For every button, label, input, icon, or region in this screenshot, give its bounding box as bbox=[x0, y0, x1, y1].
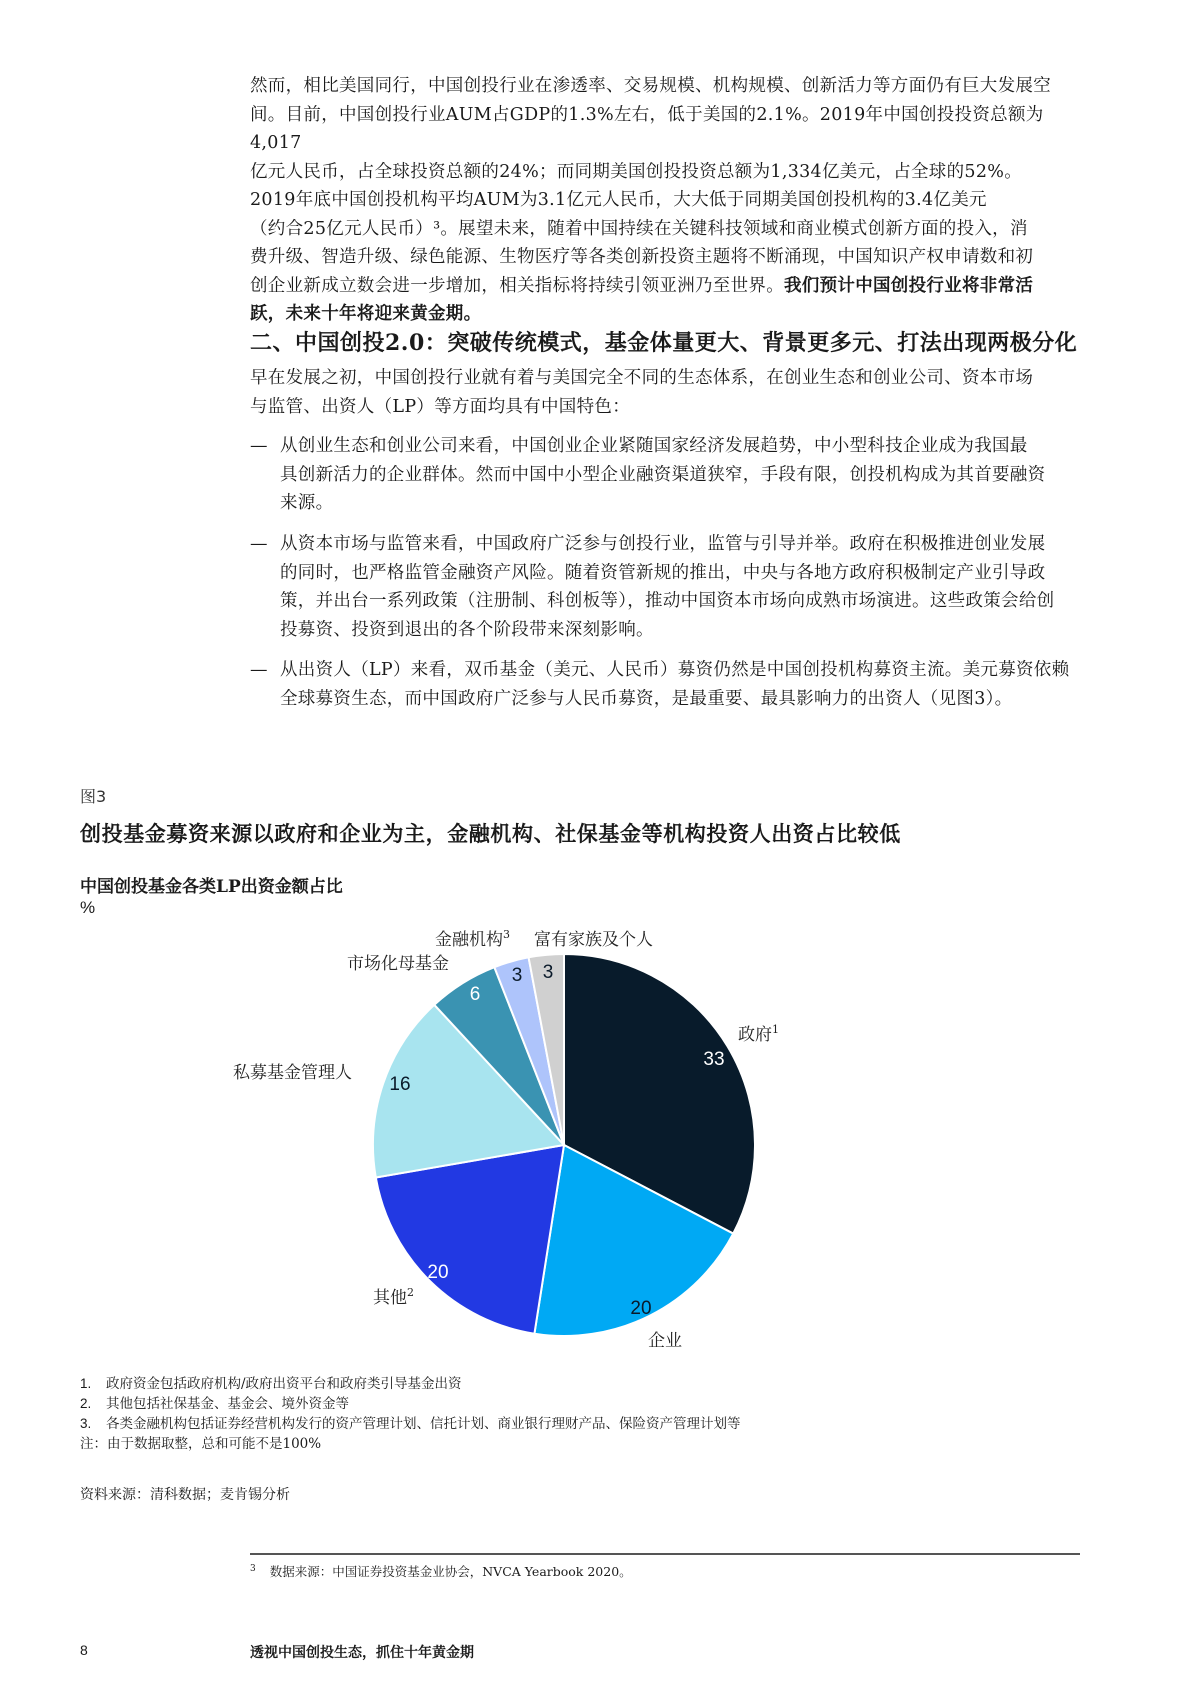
lead-line: 与监管、出资人（LP）等方面均具有中国特色： bbox=[250, 396, 630, 417]
footnote-text: 数据来源：中国证券投资基金业协会，NVCA Yearbook 2020。 bbox=[269, 1564, 632, 1579]
intro-line: 亿元人民币，占全球投资总额的24%；而同期美国创投投资总额为1,334亿美元，占全球的52%。 bbox=[250, 161, 1022, 182]
dash-bullet-icon: — bbox=[250, 436, 268, 456]
dash-bullet-icon: — bbox=[250, 660, 268, 680]
intro-line: 然而，相比美国同行，中国创投行业在渗透率、交易规模、机构规模、创新活力等方面仍有巨大发展空 bbox=[250, 76, 1051, 96]
note-text: 各类金融机构包括证券经营机构发行的资产管理计划、信托计划、商业银行理财产品、保险资产管理计划等 bbox=[106, 1416, 741, 1432]
bullet-item bbox=[250, 656, 1080, 713]
note-item bbox=[80, 1374, 741, 1394]
category-label-family: 富有家族及个人 bbox=[534, 930, 653, 950]
note-text: 其他包括社保基金、基金会、境外资金等 bbox=[106, 1396, 349, 1412]
section-heading: 二、中国创投2.0：突破传统模式，基金体量更大、背景更多元、打法出现两极分化 bbox=[250, 330, 1078, 356]
category-label-pe: 私募基金管理人 bbox=[233, 1063, 352, 1083]
bullet-text bbox=[280, 432, 1080, 518]
bullet-line: 的同时，也严格监管金融资产风险。随着资管新规的推出，中央与各地方政府积极制定产业引导政 bbox=[280, 562, 1046, 583]
intro-line: 2019年底中国创投机构平均AUM为3.1亿元人民币，大大低于同期美国创投机构的3.4亿美元 bbox=[250, 190, 987, 210]
category-label-fof: 市场化母基金 bbox=[347, 954, 449, 974]
value-label-fin: 3 bbox=[511, 965, 523, 986]
bullet-item bbox=[250, 432, 1080, 518]
bullet-text bbox=[280, 530, 1080, 644]
lead-line: 早在发展之初，中国创投行业就有着与美国完全不同的生态体系，在创业生态和创业公司、资本市场 bbox=[250, 368, 1034, 388]
value-label-gov: 33 bbox=[703, 1049, 725, 1070]
value-label-corp: 20 bbox=[630, 1298, 652, 1319]
bullet-line: 策，并出台一系列政策（注册制、科创板等），推动中国资本市场向成熟市场演进。这些政策会给创 bbox=[280, 591, 1055, 611]
intro-bold-conclusion: 我们预计中国创投行业将非常活 bbox=[784, 275, 1034, 296]
bullet-item bbox=[250, 530, 1080, 644]
bullet-line: 投募资、投资到退出的各个阶段带来深刻影响。 bbox=[280, 619, 654, 640]
note-number: 2. bbox=[80, 1396, 92, 1411]
intro-line bbox=[250, 300, 1080, 329]
note-item bbox=[80, 1394, 741, 1414]
pie-chart bbox=[0, 900, 1200, 1370]
running-title: 透视中国创投生态，抓住十年黄金期 bbox=[250, 1645, 474, 1661]
category-label-corp: 企业 bbox=[648, 1331, 682, 1351]
value-label-fof: 6 bbox=[469, 984, 481, 1005]
intro-line: 间。目前，中国创投行业AUM占GDP的1.3%左右，低于美国的2.1%。2019年中国创投投资总额为4,017 bbox=[250, 104, 1044, 153]
footnote bbox=[250, 1562, 632, 1580]
intro-line-text: 创企业新成立数会进一步增加，相关指标将持续引领亚洲乃至世界。 bbox=[250, 275, 784, 296]
category-label-fin: 金融机构$^3$ bbox=[435, 928, 510, 950]
footnote-mark: 3 bbox=[250, 1563, 256, 1574]
value-label-family: 3 bbox=[542, 962, 554, 983]
note-number: 3. bbox=[80, 1416, 92, 1431]
chart-title: 中国创投基金各类LP出资金额占比 bbox=[80, 877, 343, 897]
note-number: 1. bbox=[80, 1376, 92, 1391]
figure-number: 图3 bbox=[80, 787, 107, 806]
intro-line: （约合25亿元人民币）³。展望未来，随着中国持续在关键科技领域和商业模式创新方面的投入，消 bbox=[250, 218, 1028, 239]
note-text: 政府资金包括政府机构/政府出资平台和政府类引导基金出资 bbox=[106, 1376, 462, 1392]
bullet-line: 从资本市场与监管来看，中国政府广泛参与创投行业，监管与引导并举。政府在积极推进创业发展 bbox=[280, 534, 1046, 554]
figure-notes bbox=[80, 1374, 741, 1454]
value-label-pe: 16 bbox=[389, 1074, 411, 1095]
bullet-line: 全球募资生态，而中国政府广泛参与人民币募资，是最重要、最具影响力的出资人（见图3）。 bbox=[280, 688, 1013, 709]
chart-unit: % bbox=[80, 898, 96, 917]
intro-line: 费升级、智造升级、绿色能源、生物医疗等各类创新投资主题将不断涌现，中国知识产权申请数和初 bbox=[250, 247, 1034, 267]
note-item bbox=[80, 1414, 741, 1434]
bullet-line: 从出资人（LP）来看，双币基金（美元、人民币）募资仍然是中国创投机构募资主流。美元募资依赖 bbox=[280, 660, 1070, 680]
section-lead bbox=[250, 364, 1080, 421]
bullet-line: 具创新活力的企业群体。然而中国中小型企业融资渠道狭窄，手段有限，创投机构成为其首要融资 bbox=[280, 464, 1046, 485]
bullet-text bbox=[280, 656, 1080, 713]
category-label-gov: 政府$^1$ bbox=[738, 1023, 779, 1045]
bullet-line: 从创业生态和创业公司来看，中国创业企业紧随国家经济发展趋势，中小型科技企业成为我国最 bbox=[280, 436, 1028, 456]
value-label-other: 20 bbox=[427, 1262, 449, 1283]
intro-line bbox=[250, 272, 1080, 301]
page-number: 8 bbox=[80, 1642, 88, 1658]
data-source: 资料来源：清科数据；麦肯锡分析 bbox=[80, 1487, 290, 1503]
category-label-other: 其他$^2$ bbox=[373, 1286, 414, 1308]
bullet-line: 来源。 bbox=[280, 493, 334, 513]
figure-title: 创投基金募资来源以政府和企业为主，金融机构、社保基金等机构投资人出资占比较低 bbox=[80, 821, 901, 846]
intro-bold-conclusion: 跃，未来十年将迎来黄金期。 bbox=[250, 304, 482, 324]
footnote-divider bbox=[250, 1553, 1080, 1555]
intro-paragraph bbox=[250, 72, 1080, 329]
note-total: 注：由于数据取整，总和可能不是100% bbox=[80, 1436, 322, 1452]
dash-bullet-icon: — bbox=[250, 534, 268, 554]
